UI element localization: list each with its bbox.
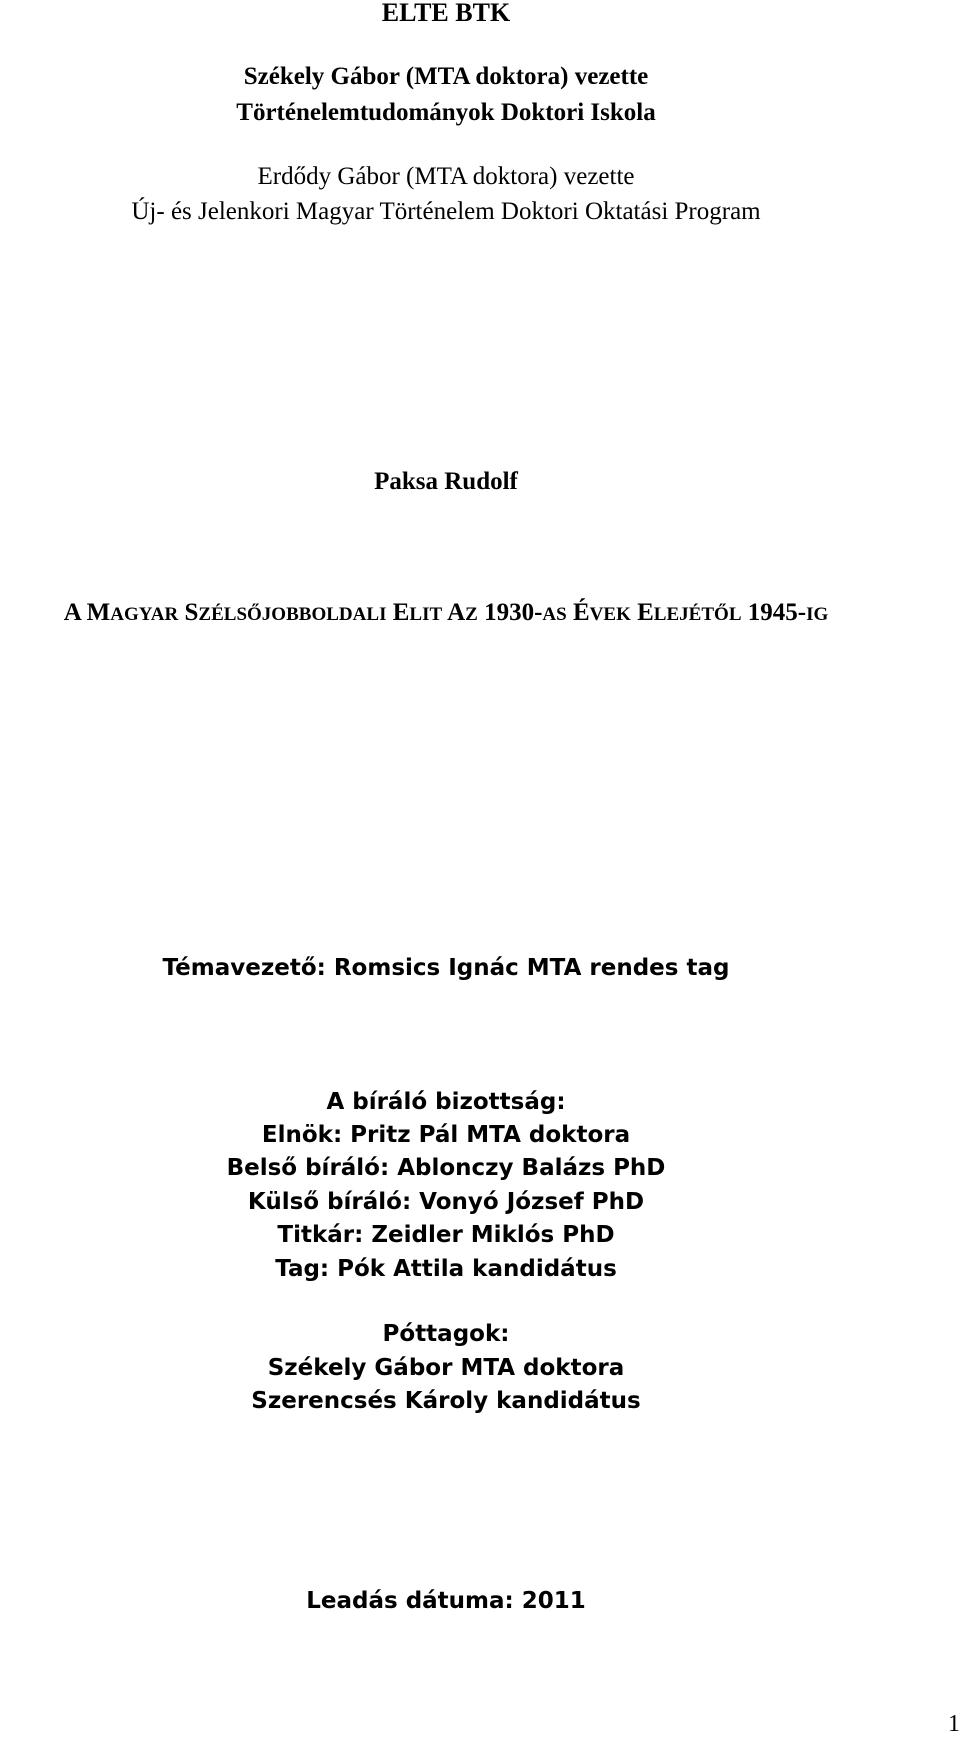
program-name: Új- és Jelenkori Magyar Történelem Doktori Oktatási Program: [131, 198, 761, 225]
committee-member: Elnök: Pritz Pál MTA doktora: [261, 1122, 631, 1148]
committee-heading: A bíráló bizottság:: [326, 1089, 566, 1115]
doctoral-school-name: Történelemtudományok Doktori Iskola: [236, 99, 656, 126]
advisor-line: Témavezető: Romsics Ignác MTA rendes tag: [162, 955, 730, 981]
committee-member: Belső bíráló: Ablonczy Balázs PhD: [226, 1155, 666, 1181]
page-number: 1: [948, 1711, 960, 1737]
committee-member: Titkár: Zeidler Miklós PhD: [277, 1222, 615, 1248]
institution-name: ELTE BTK: [381, 0, 511, 27]
submission-date: Leadás dátuma: 2011: [306, 1588, 586, 1614]
program-head: Erdődy Gábor (MTA doktora) vezette: [257, 163, 635, 190]
author-name: Paksa Rudolf: [374, 468, 518, 495]
substitute-member: Székely Gábor MTA doktora: [267, 1355, 625, 1381]
committee-member: Tag: Pók Attila kandidátus: [275, 1256, 617, 1282]
substitutes-heading: Póttagok:: [382, 1321, 510, 1347]
doctoral-school-head: Székely Gábor (MTA doktora) vezette: [243, 63, 649, 90]
thesis-title: A MAGYAR SZÉLSŐJOBBOLDALI ELIT AZ 1930-AS ÉVEK ELEJÉTŐL 1945-IG: [63, 599, 829, 626]
substitute-member: Szerencsés Károly kandidátus: [251, 1388, 641, 1414]
committee-member: Külső bíráló: Vonyó József PhD: [247, 1189, 645, 1215]
